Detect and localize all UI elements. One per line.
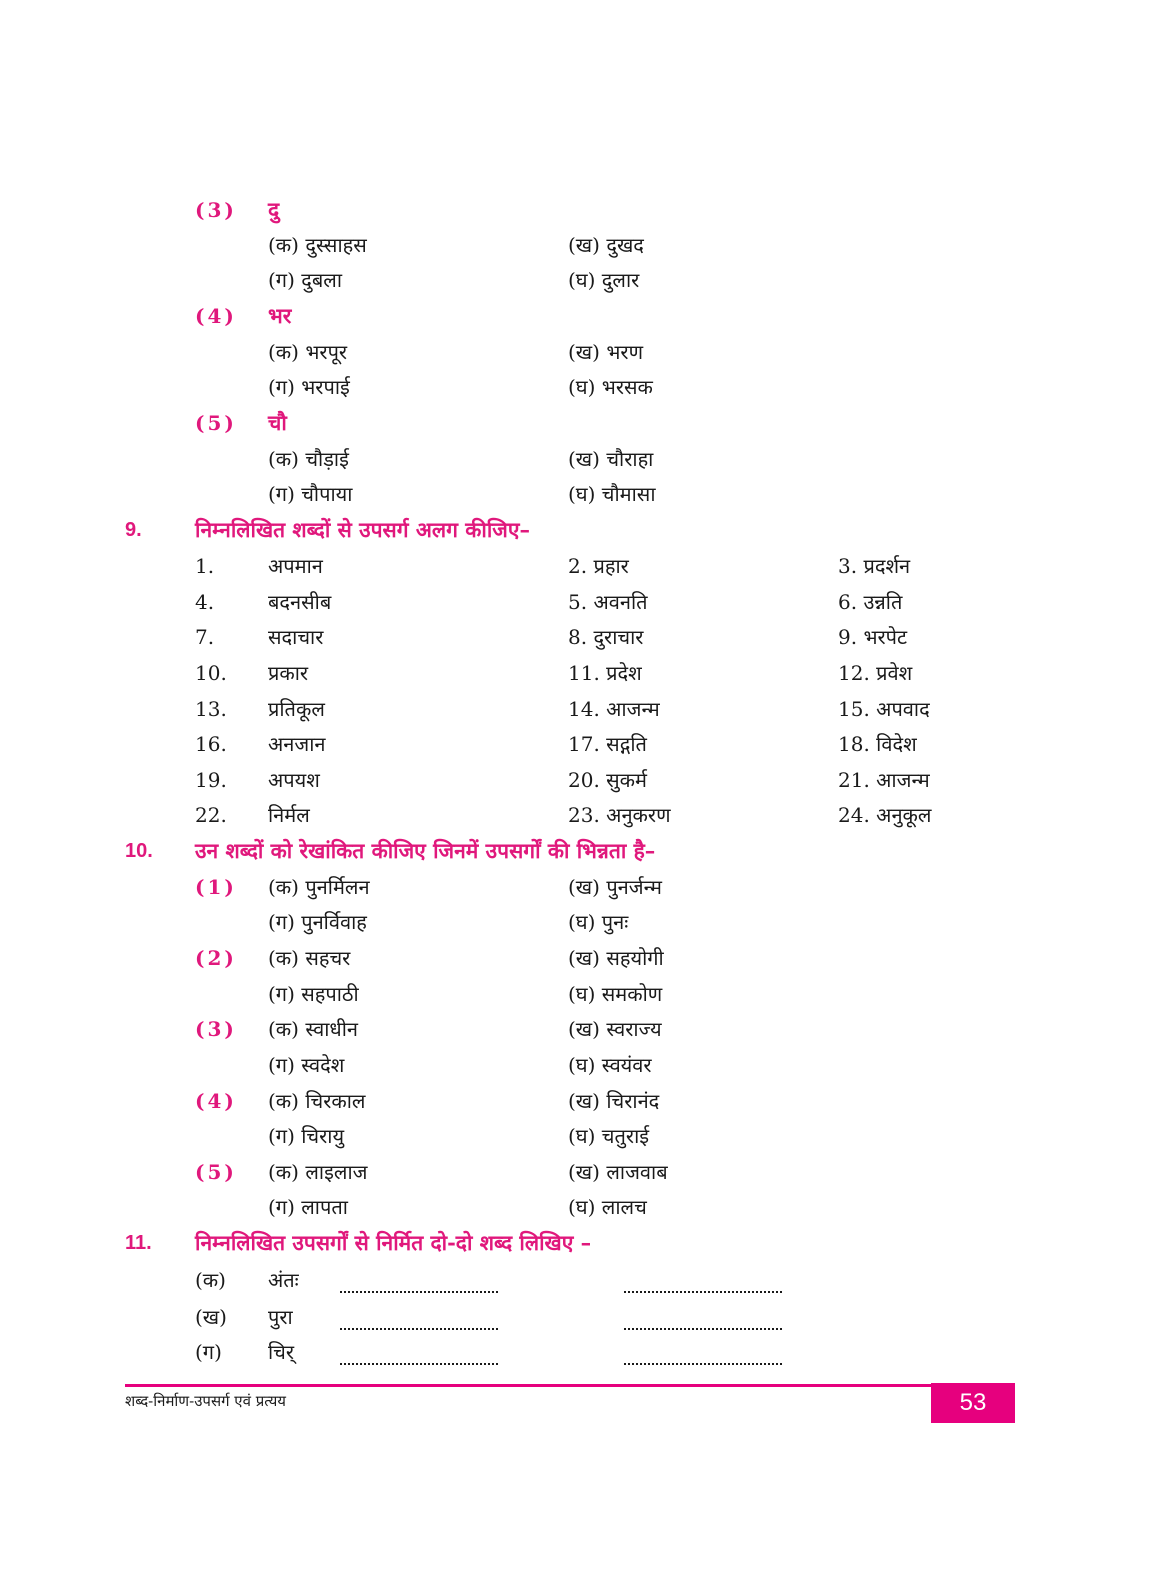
item-number: 13.	[195, 697, 227, 721]
q10-group-4-row-2	[0, 1121, 1152, 1157]
question-title: निम्नलिखित उपसर्गों से निर्मित दो-दो शब्द लिखिए –	[195, 1230, 592, 1255]
option-item: (ख) चिरानंद	[568, 1089, 660, 1113]
q10-group-1-row-2	[0, 907, 1152, 943]
item-number: 10.	[195, 661, 227, 685]
word: 3. प्रदर्शन	[838, 554, 911, 578]
word: 12. प्रवेश	[838, 661, 913, 685]
q9-row	[0, 551, 1152, 587]
question-number: 9.	[125, 519, 142, 541]
question-number: 10.	[125, 840, 153, 862]
option-item: (घ) चतुराई	[568, 1124, 650, 1148]
row-label: (क)	[195, 1268, 226, 1292]
word: 15. अपवाद	[838, 697, 930, 721]
answer-blank-2[interactable]	[624, 1308, 782, 1330]
option-item: (ग) पुनर्विवाह	[268, 910, 367, 934]
option-item: (क) पुनर्मिलन	[268, 875, 370, 899]
q9-row	[0, 729, 1152, 765]
option-item: (क) लाइलाज	[268, 1160, 368, 1184]
option-item: (ख) दुखद	[568, 233, 644, 257]
q8-group-3-row-1	[0, 230, 1152, 266]
item-number: 16.	[195, 732, 227, 756]
option-item: (क) स्वाधीन	[268, 1017, 358, 1041]
word: अनजान	[268, 732, 326, 756]
item-number: 4.	[195, 590, 215, 614]
question-title: निम्नलिखित शब्दों से उपसर्ग अलग कीजिए–	[195, 517, 530, 542]
word: बदनसीब	[268, 590, 332, 614]
option-item: (ग) दुबला	[268, 268, 343, 292]
item-number: 1.	[195, 554, 215, 578]
q11-row	[0, 1337, 1152, 1373]
answer-blank-1[interactable]	[340, 1271, 498, 1293]
word: 24. अनुकूल	[838, 803, 932, 827]
q8-group-4-row-1	[0, 337, 1152, 373]
option-item: (घ) लालच	[568, 1195, 647, 1219]
prefix-heading: दु	[268, 197, 280, 222]
q10-group-5-row-1	[0, 1157, 1152, 1193]
q8-group-5-row-1	[0, 444, 1152, 480]
prefix-heading: भर	[268, 303, 292, 328]
word: 23. अनुकरण	[568, 803, 671, 827]
row-label: (ग)	[195, 1340, 222, 1364]
q9-row	[0, 800, 1152, 836]
prefix: चिर्	[268, 1340, 295, 1364]
q9-row	[0, 694, 1152, 730]
group-number: (3)	[195, 198, 237, 222]
option-item: (ख) पुनर्जन्म	[568, 875, 662, 899]
q10-group-2-row-2	[0, 979, 1152, 1015]
q8-group-4-row-2	[0, 372, 1152, 408]
word: 6. उन्नति	[838, 590, 903, 614]
answer-blank-2[interactable]	[624, 1343, 782, 1365]
q10-group-3-row-2	[0, 1050, 1152, 1086]
group-number: (2)	[195, 946, 237, 970]
option-item: (घ) पुनः	[568, 910, 629, 934]
page-number-badge: 53	[931, 1383, 1015, 1423]
item-number: 7.	[195, 625, 215, 649]
item-number: 19.	[195, 768, 227, 792]
option-item: (घ) भरसक	[568, 375, 653, 399]
q8-group-3-row-2	[0, 265, 1152, 301]
q10-group-3-row-1	[0, 1014, 1152, 1050]
option-item: (क) भरपूर	[268, 340, 348, 364]
answer-blank-1[interactable]	[340, 1308, 498, 1330]
word: प्रतिकूल	[268, 697, 325, 721]
word: अपयश	[268, 768, 320, 792]
word: सदाचार	[268, 625, 324, 649]
option-item: (क) दुस्साहस	[268, 233, 367, 257]
option-item: (घ) समकोण	[568, 982, 663, 1006]
row-label: (ख)	[195, 1305, 227, 1329]
option-item: (क) सहचर	[268, 946, 351, 970]
group-number: (4)	[195, 304, 237, 328]
prefix: पुरा	[268, 1305, 293, 1329]
option-item: (ग) चौपाया	[268, 482, 353, 506]
q8-group-5-row-2	[0, 479, 1152, 515]
option-item: (ग) भरपाई	[268, 375, 350, 399]
option-item: (क) चौड़ाई	[268, 447, 349, 471]
footer-rule	[125, 1384, 1015, 1387]
answer-blank-1[interactable]	[340, 1343, 498, 1365]
q9-row	[0, 765, 1152, 801]
option-item: (ग) लापता	[268, 1195, 348, 1219]
q10-group-2-row-1	[0, 943, 1152, 979]
q9-row	[0, 587, 1152, 623]
question-title: उन शब्दों को रेखांकित कीजिए जिनमें उपसर्गों की भिन्नता है–	[195, 838, 656, 863]
option-item: (ख) लाजवाब	[568, 1160, 668, 1184]
q8-group-3-heading	[0, 195, 1152, 231]
word: 21. आजन्म	[838, 768, 930, 792]
prefix-heading: चौ	[268, 410, 287, 435]
word: अपमान	[268, 554, 323, 578]
q10-group-1-row-1	[0, 872, 1152, 908]
q9-heading	[0, 515, 1152, 551]
q9-row	[0, 622, 1152, 658]
option-item: (ख) स्वराज्य	[568, 1017, 662, 1041]
q11-row	[0, 1265, 1152, 1301]
q10-heading	[0, 836, 1152, 872]
group-number: (5)	[195, 411, 237, 435]
word: 8. दुराचार	[568, 625, 644, 649]
option-item: (ख) सहयोगी	[568, 946, 664, 970]
word: 9. भरपेट	[838, 625, 908, 649]
option-item: (घ) चौमासा	[568, 482, 656, 506]
item-number: 22.	[195, 803, 227, 827]
prefix: अंतः	[268, 1268, 299, 1292]
group-number: (3)	[195, 1017, 237, 1041]
group-number: (5)	[195, 1160, 237, 1184]
option-item: (ख) भरण	[568, 340, 644, 364]
word: 11. प्रदेश	[568, 661, 642, 685]
q11-heading	[0, 1228, 1152, 1264]
word: 2. प्रहार	[568, 554, 629, 578]
option-item: (घ) दुलार	[568, 268, 640, 292]
word: 20. सुकर्म	[568, 768, 648, 792]
answer-blank-2[interactable]	[624, 1271, 782, 1293]
q9-row	[0, 658, 1152, 694]
word: प्रकार	[268, 661, 309, 685]
option-item: (ग) स्वदेश	[268, 1053, 345, 1077]
q10-group-5-row-2	[0, 1192, 1152, 1228]
q8-group-5-heading	[0, 408, 1152, 444]
word: 17. सद्गति	[568, 732, 647, 756]
option-item: (ग) चिरायु	[268, 1124, 345, 1148]
group-number: (1)	[195, 875, 237, 899]
word: 18. विदेश	[838, 732, 917, 756]
q8-group-4-heading	[0, 301, 1152, 337]
option-item: (ख) चौराहा	[568, 447, 654, 471]
question-number: 11.	[125, 1232, 152, 1254]
word: 5. अवनति	[568, 590, 648, 614]
option-item: (घ) स्वयंवर	[568, 1053, 652, 1077]
option-item: (ग) सहपाठी	[268, 982, 359, 1006]
q11-row	[0, 1302, 1152, 1338]
footer-chapter-title: शब्द-निर्माण-उपसर्ग एवं प्रत्यय	[125, 1392, 286, 1410]
q10-group-4-row-1	[0, 1086, 1152, 1122]
group-number: (4)	[195, 1089, 237, 1113]
word: निर्मल	[268, 803, 310, 827]
word: 14. आजन्म	[568, 697, 660, 721]
option-item: (क) चिरकाल	[268, 1089, 366, 1113]
